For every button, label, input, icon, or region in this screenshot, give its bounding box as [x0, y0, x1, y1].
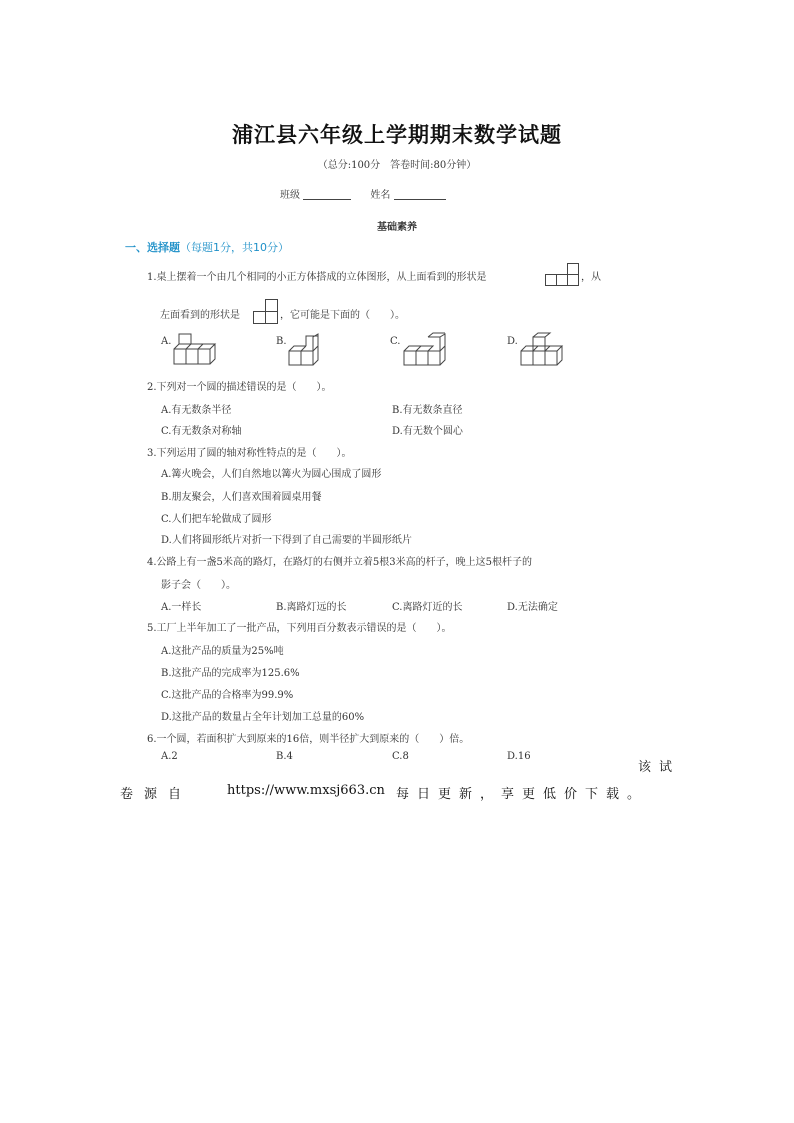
q1-line1 [147, 268, 487, 283]
class-field[interactable] [303, 189, 351, 200]
q6-option-a[interactable]: A.2 [161, 751, 178, 762]
q5-stem: 5.工厂上半年加工了一批产品，下列用百分数表示错误的是（ ）。 [147, 623, 452, 634]
page-title: 浦江县六年级上学期期末数学试题 [232, 123, 562, 147]
section-title: 基础素养 [377, 222, 417, 233]
q5-option-d[interactable]: D.这批产品的数量占全年计划加工总量的60% [161, 712, 365, 723]
q1-option-c[interactable]: C. [390, 336, 401, 347]
q1-option-a[interactable]: A. [161, 336, 172, 347]
part-heading-label: 一、选择题 [125, 241, 180, 254]
q4-option-d[interactable]: D.无法确定 [507, 602, 558, 613]
source-link[interactable]: https://www.mxsj663.cn [227, 783, 385, 798]
q3-option-b[interactable]: B.朋友聚会，人们喜欢围着圆桌用餐 [161, 492, 322, 503]
cube-figure-a [173, 333, 223, 367]
q5-option-b[interactable]: B.这批产品的完成率为125.6% [161, 668, 300, 679]
part-heading [125, 239, 289, 255]
q1-stem: 1.桌上摆着一个由几个相同的小正方体搭成的立体图形，从上面看到的形状是 [147, 272, 487, 283]
q3-stem: 3.下列运用了圆的轴对称性特点的是（ ）。 [147, 448, 352, 459]
q2-stem: 2.下列对一个圆的描述错误的是（ ）。 [147, 382, 332, 393]
exam-info: （总分:100分 答卷时间:80分钟） [317, 160, 477, 171]
q6-option-c[interactable]: C.8 [392, 751, 409, 762]
q4-option-a[interactable]: A.一样长 [161, 602, 202, 613]
q4-stem-cont: 影子会（ ）。 [161, 580, 236, 591]
q1-line2: 左面看到的形状是 [160, 310, 240, 321]
top-view-figure [545, 262, 581, 286]
part-heading-note: （每题1分，共10分） [180, 241, 289, 254]
q5-option-c[interactable]: C.这批产品的合格率为99.9% [161, 690, 294, 701]
student-fields [280, 186, 446, 201]
q4-option-c[interactable]: C.离路灯近的长 [392, 602, 463, 613]
q6-stem: 6.一个圆，若面积扩大到原来的16倍，则半径扩大到原来的（ ）倍。 [147, 734, 470, 745]
cube-figure-b [288, 333, 338, 367]
q1-line2-tail: ，它可能是下面的（ ）。 [280, 310, 405, 321]
q3-option-a[interactable]: A.篝火晚会，人们自然地以篝火为圆心围成了圆形 [161, 469, 382, 480]
q2-option-c[interactable]: C.有无数条对称轴 [161, 426, 242, 437]
q4-stem: 4.公路上有一盏5米高的路灯，在路灯的右侧并立着5根3米高的杆子，晚上这5根杆子的 [147, 557, 532, 568]
name-label: 姓名 [370, 190, 391, 201]
q6-option-d[interactable]: D.16 [507, 751, 531, 762]
footer-right-top: 该试 [638, 760, 681, 775]
q4-option-b[interactable]: B.离路灯远的长 [276, 602, 347, 613]
footer-left: 卷源自 [120, 787, 193, 802]
footer-right: 每日更新，享更低价下载。 [396, 787, 649, 802]
q3-option-c[interactable]: C.人们把车轮做成了圆形 [161, 514, 272, 525]
q2-option-b[interactable]: B.有无数条直径 [392, 405, 463, 416]
q5-option-a[interactable]: A.这批产品的质量为25%吨 [161, 646, 284, 657]
name-field[interactable] [394, 189, 446, 200]
cube-figure-c [403, 333, 453, 367]
q1-option-b[interactable]: B. [276, 336, 287, 347]
q1-option-d[interactable]: D. [507, 336, 518, 347]
cube-figure-d [520, 333, 570, 367]
q3-option-d[interactable]: D.人们将圆形纸片对折一下得到了自己需要的半圆形纸片 [161, 535, 412, 546]
q6-option-b[interactable]: B.4 [276, 751, 293, 762]
q1-line1-tail: ，从 [581, 272, 601, 283]
q2-option-a[interactable]: A.有无数条半径 [161, 405, 232, 416]
q2-option-d[interactable]: D.有无数个圆心 [392, 426, 463, 437]
class-label: 班级 [280, 190, 300, 201]
left-view-figure [253, 299, 279, 325]
